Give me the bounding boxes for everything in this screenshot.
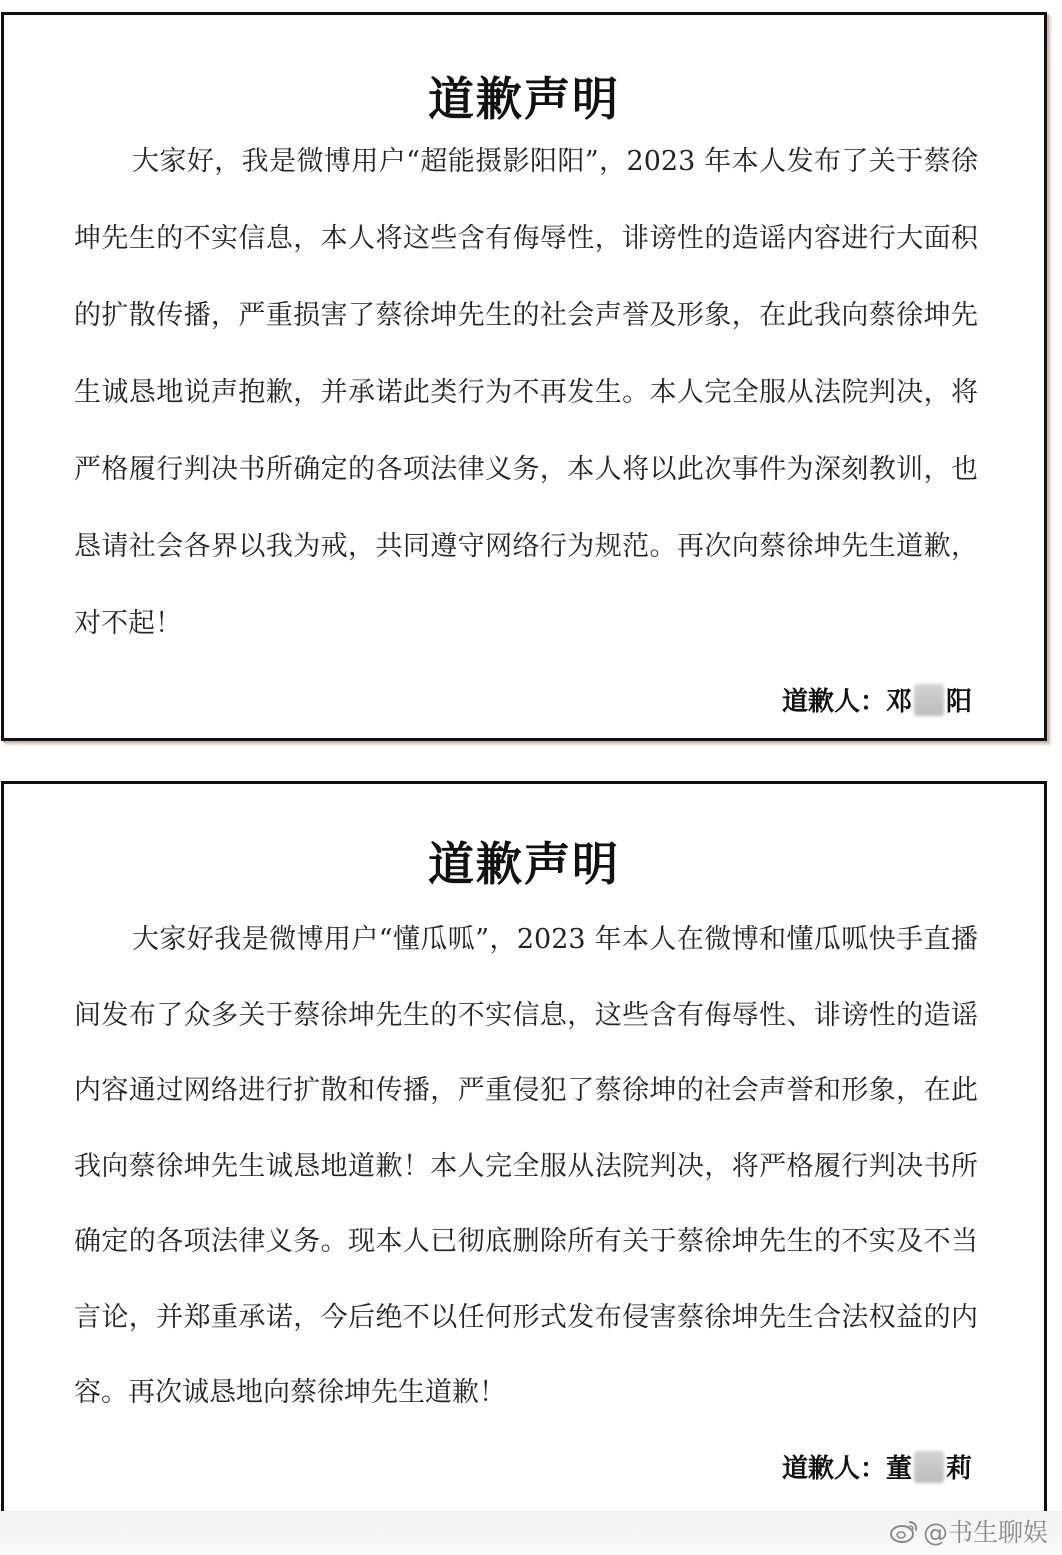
statement-body: 大家好我是微博用户“懂瓜呱”，2023 年本人在微博和懂瓜呱快手直播间发布了众多关于蔡徐坤先生的不实信息，这些含有侮辱性、诽谤性的造谣内容通过网络进行扩散和传播，严重侵犯了蔡徐坤的社会声誉和形象，在此我向蔡徐坤先生诚恳地道歉！本人完全服从法院判决，将严格履行判决书所确定的各项法律义务。现本人已彻底删除所有关于蔡徐坤先生的不实及不当言论，并郑重承诺，今后绝不以任何形式发布侵害蔡徐坤先生合法权益的内容。再次诚恳地向蔡徐坤先生道歉！ (74, 924, 978, 1408)
signature-name-last: 阳 (945, 687, 972, 717)
watermark (889, 1513, 1048, 1549)
apology-statement-2 (1, 781, 1047, 1511)
statement-title: 道歉声明 (428, 837, 620, 891)
redacted-name-blur (914, 1451, 944, 1483)
signature-label: 道歉人： (781, 687, 886, 717)
watermark-text: @书生聊娱 (922, 1518, 1048, 1547)
statement-body: 大家好，我是微博用户“超能摄影阳阳”，2023 年本人发布了关于蔡徐坤先生的不实信息，本人将这些含有侮辱性，诽谤性的造谣内容进行大面积的扩散传播，严重损害了蔡徐坤先生的社会声誉及形象，在此我向蔡徐坤先生诚恳地说声抱歉，并承诺此类行为不再发生。本人完全服从法院判决，将严格履行判决书所确定的各项法律义务，本人将以此次事件为深刻教训，也恳请社会各界以我为戒，共同遵守网络行为规范。再次向蔡徐坤先生道歉，对不起！ (74, 146, 978, 639)
statement-title: 道歉声明 (428, 72, 620, 126)
signature-line (782, 1448, 972, 1485)
signature-label: 道歉人： (781, 1454, 886, 1484)
weibo-icon (889, 1518, 919, 1544)
redacted-name-blur (914, 684, 944, 716)
apology-statement-1 (1, 12, 1047, 741)
signature-name-first: 邓 (885, 687, 912, 717)
signature-name-first: 董 (885, 1454, 912, 1484)
signature-name-last: 莉 (945, 1454, 972, 1484)
signature-line (782, 681, 972, 718)
